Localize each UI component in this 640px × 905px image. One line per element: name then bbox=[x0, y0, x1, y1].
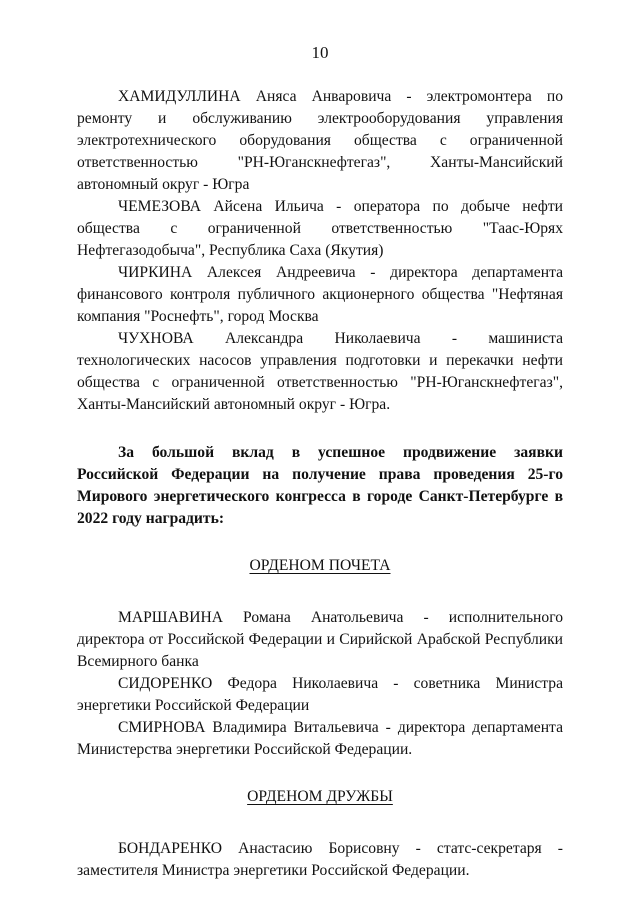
award-entry: ЧЕМЕЗОВА Айсена Ильича - оператора по добыче нефти общества с ограниченной ответственностью "Таас-Юрях Нефтегазодобыча", Республика Саха (Якутия) bbox=[77, 198, 563, 259]
award-entry: БОНДАРЕНКО Анастасию Борисовну - статс-секретаря - заместителя Министра энергетики Российской Федерации. bbox=[77, 840, 563, 879]
award-entry: СИДОРЕНКО Федора Николаевича - советника Министра энергетики Российской Федерации bbox=[77, 675, 563, 714]
order-honor-heading: ОРДЕНОМ ПОЧЕТА bbox=[249, 557, 391, 574]
decree-paragraph: За большой вклад в успешное продвижение заявки Российской Федерации на получение права проведения 25-го Мирового энергетического конгресса в городе Санкт-Петербурге в 2022 году наградить: bbox=[77, 444, 563, 527]
page-number: 10 bbox=[311, 43, 329, 62]
award-entry: СМИРНОВА Владимира Витальевича - директора департамента Министерства энергетики Российской Федерации. bbox=[77, 719, 563, 758]
award-entry: ЧУХНОВА Александра Николаевича - машиниста технологических насосов управления подготовки и перекачки нефти общества с ограниченной ответственностью "РН-Юганскнефтегаз", Ханты-Мансийский автономный округ - Югра. bbox=[77, 330, 563, 413]
document-body bbox=[77, 86, 563, 882]
order-friendship-heading: ОРДЕНОМ ДРУЖБЫ bbox=[247, 788, 393, 805]
award-entry: ЧИРКИНА Алексея Андреевича - директора департамента финансового контроля публичного акционерного общества "Нефтяная компания "Роснефть", город Москва bbox=[77, 264, 563, 325]
award-entry: МАРШАВИНА Романа Анатольевича - исполнительного директора от Российской Федерации и Сирийской Арабской Республики Всемирного банка bbox=[77, 609, 563, 670]
award-entry: ХАМИДУЛЛИНА Аняса Анваровича - электромонтера по ремонту и обслуживанию электрооборудования управления электротехнического оборудования общества с ограниченной ответственностью "РН-Юганскнефтегаз", Ханты-Мансийский автономный округ - Югра bbox=[77, 88, 563, 193]
